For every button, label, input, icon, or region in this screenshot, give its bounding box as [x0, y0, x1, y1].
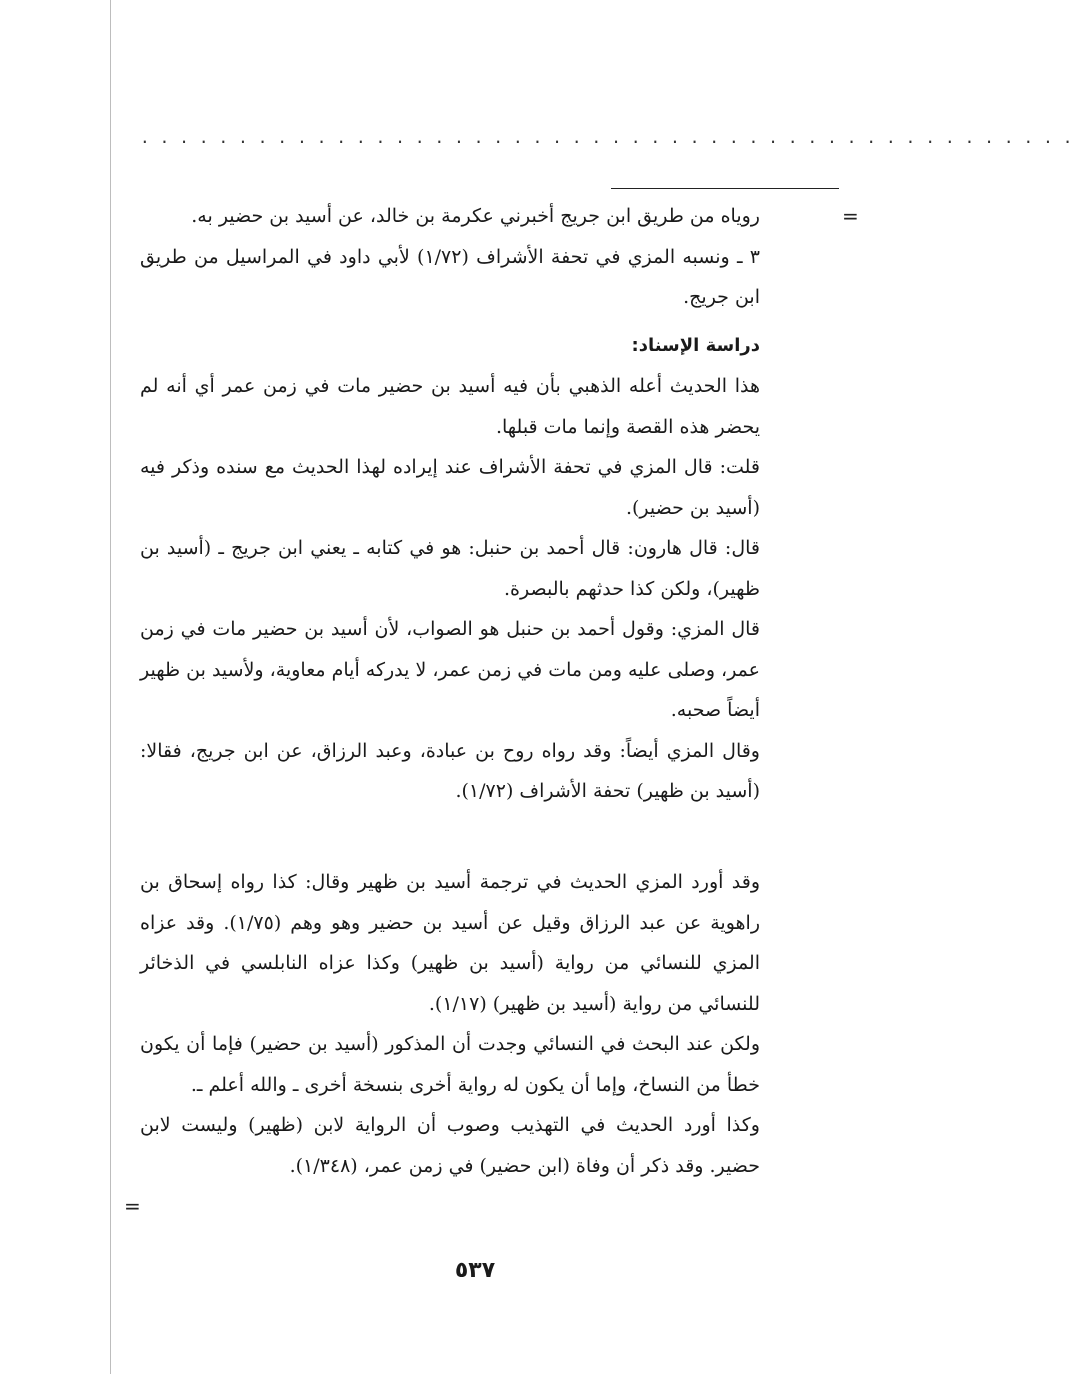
footnote-line: ٣ ـ ونسبه المزي في تحفة الأشراف (١/٧٢) لأبي داود في المراسيل من طريق ابن جريج.: [140, 245, 760, 308]
paragraph: هذا الحديث أعله الذهبي بأن فيه أسيد بن حضير مات في زمن عمر أي أنه لم يحضر هذه القصة وإنما مات قبلها.: [140, 375, 760, 438]
continuation-marker-top: =: [842, 204, 859, 228]
paragraph: وقد أورد المزي الحديث في ترجمة أسيد بن ظهير وقال: كذا رواه إسحاق بن راهوية عن عبد الرزاق وقيل عن أسيد بن حضير وهو وهم (١/٧٥). وقد عزاه المزي للنسائي من رواية (أسيد بن ظهير) وكذا عزاه النابلسي في الذخائر للنسائي من رواية (أسيد بن ظهير) (١/١٧).: [140, 871, 760, 1015]
paragraph: وكذا أورد الحديث في التهذيب وصوب أن الرواية لابن (ظهير) وليست لابن حضير. وقد ذكر أن وفاة (ابن حضير) في زمن عمر، (١/٣٤٨).: [140, 1114, 760, 1177]
continuation-marker-bottom: =: [124, 1194, 141, 1218]
dotted-separator: ................................................: [140, 128, 1082, 147]
paragraph: قال: قال هارون: قال أحمد بن حنبل: هو في كتابه ـ يعني ابن جريج ـ (أسيد بن ظهير)، ولكن كذا حدثهم بالبصرة.: [140, 537, 760, 600]
paragraph: قلت: قال المزي في تحفة الأشراف عند إيراده لهذا الحديث مع سنده وذكر فيه (أسيد بن حضير).: [140, 456, 760, 519]
footnote-rule: [611, 188, 839, 189]
footnote-block: [140, 196, 760, 812]
page-number: ٥٣٧: [454, 1258, 496, 1283]
binding-margin-line: [110, 0, 111, 1374]
footnote-line: روياه من طريق ابن جريج أخبرني عكرمة بن خالد، عن أسيد بن حضير به.: [191, 205, 760, 227]
section-heading: دراسة الإسناد:: [631, 334, 760, 356]
paragraph: ولكن عند البحث في النسائي وجدت أن المذكور (أسيد بن حضير) فإما أن يكون خطأ من النساخ، وإما أن يكون له رواية أخرى بنسخة أخرى ـ والله أعلم ـ.: [140, 1033, 760, 1096]
paragraph: قال المزي: وقول أحمد بن حنبل هو الصواب، لأن أسيد بن حضير مات في زمن عمر، وصلى عليه ومن مات في زمن عمر، لا يدركه أيام معاوية، ولأسيد بن ظهير أيضاً صحبه.: [140, 618, 760, 721]
paragraph: وقال المزي أيضاً: وقد رواه روح بن عبادة، وعبد الرزاق، عن ابن جريج، فقالا: (أسيد بن ظهير) تحفة الأشراف (١/٧٢).: [140, 739, 760, 802]
discussion-block: [140, 862, 760, 1186]
